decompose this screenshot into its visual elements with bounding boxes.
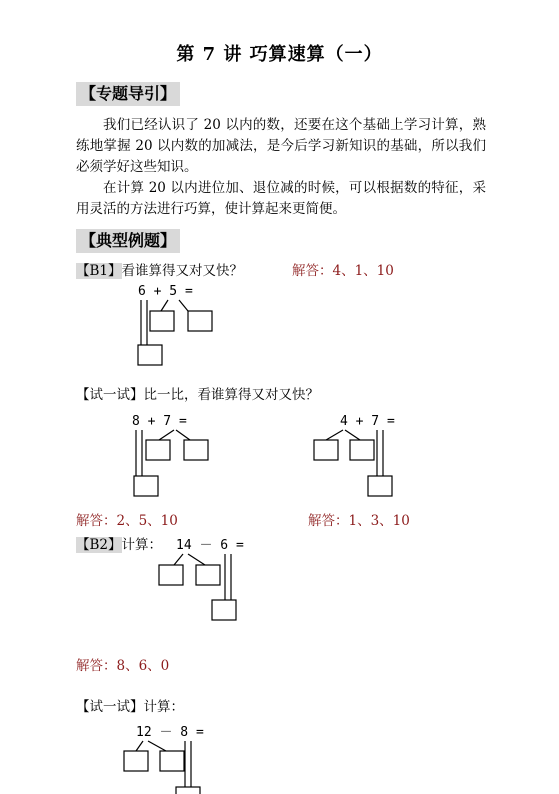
answer-box[interactable] [134, 476, 158, 496]
section-heading-guide: 【专题导引】 [76, 82, 180, 106]
answer-box[interactable] [184, 440, 208, 460]
diagram-try2 [124, 741, 200, 794]
expression-try1-left: 8 + 7 = [132, 414, 187, 429]
answer-box[interactable] [314, 440, 338, 460]
answer-box[interactable] [212, 600, 236, 620]
branch-line [345, 430, 360, 440]
branch-line [179, 300, 188, 311]
guide-paragraph-2: 在计算 20 以内进位加、退位减的时候，可以根据数的特征，采用灵活的方法进行巧算，使计算起来更简便。 [76, 180, 486, 217]
example-tag-b1: 【B1】 [76, 263, 122, 279]
answer-b1: 解答：4、1、10 [292, 263, 394, 279]
example-prompt-b1: 看谁算得又对又快？ [121, 263, 244, 279]
diagram-try1-left [134, 430, 208, 496]
try-it-label-1: 【试一试】 [76, 387, 144, 403]
try-it-label-2: 【试一试】 [76, 699, 144, 715]
branch-line [136, 741, 143, 751]
expression-b1: 6 + 5 = [138, 284, 193, 299]
branch-line [159, 430, 174, 440]
try-it-prompt-1: 比一比，看谁算得又对又快？ [143, 387, 319, 403]
answer-box[interactable] [159, 565, 183, 585]
answer-box[interactable] [176, 787, 200, 794]
answer-box[interactable] [160, 751, 184, 771]
answer-box[interactable] [196, 565, 220, 585]
answer-box[interactable] [368, 476, 392, 496]
branch-line [176, 430, 190, 440]
branch-line [174, 554, 183, 565]
diagram-b1 [138, 300, 212, 365]
branch-line [188, 554, 205, 565]
answer-try1-left: 解答：2、5、10 [76, 513, 178, 529]
answer-box[interactable] [124, 751, 148, 771]
section-heading-examples: 【典型例题】 [76, 229, 180, 253]
branch-line [148, 741, 166, 751]
page-title: 第 7 讲 巧算速算（一） [176, 44, 383, 65]
expression-b2: 14 － 6 = [176, 538, 244, 553]
expression-try1-right: 4 + 7 = [340, 414, 395, 429]
answer-box[interactable] [138, 345, 162, 365]
answer-try1-right: 解答：1、3、10 [308, 513, 410, 529]
answer-box[interactable] [188, 311, 212, 331]
example-tag-b2: 【B2】 [76, 537, 122, 553]
example-prompt-b2: 计算： [121, 537, 163, 553]
answer-b2: 解答：8、6、0 [76, 658, 170, 674]
diagram-b2 [159, 554, 236, 620]
diagram-try1-right [314, 430, 392, 496]
branch-line [161, 300, 168, 311]
try-it-prompt-2: 计算： [143, 699, 184, 715]
expression-try2: 12 － 8 = [136, 725, 204, 740]
answer-box[interactable] [146, 440, 170, 460]
branch-line [326, 430, 343, 440]
answer-box[interactable] [150, 311, 174, 331]
guide-paragraph-1: 我们已经认识了 20 以内的数，还要在这个基础上学习计算，熟练地掌握 20 以内数的加减法，是今后学习新知识的基础，所以我们必须学好这些知识。 [76, 117, 486, 175]
answer-box[interactable] [350, 440, 374, 460]
